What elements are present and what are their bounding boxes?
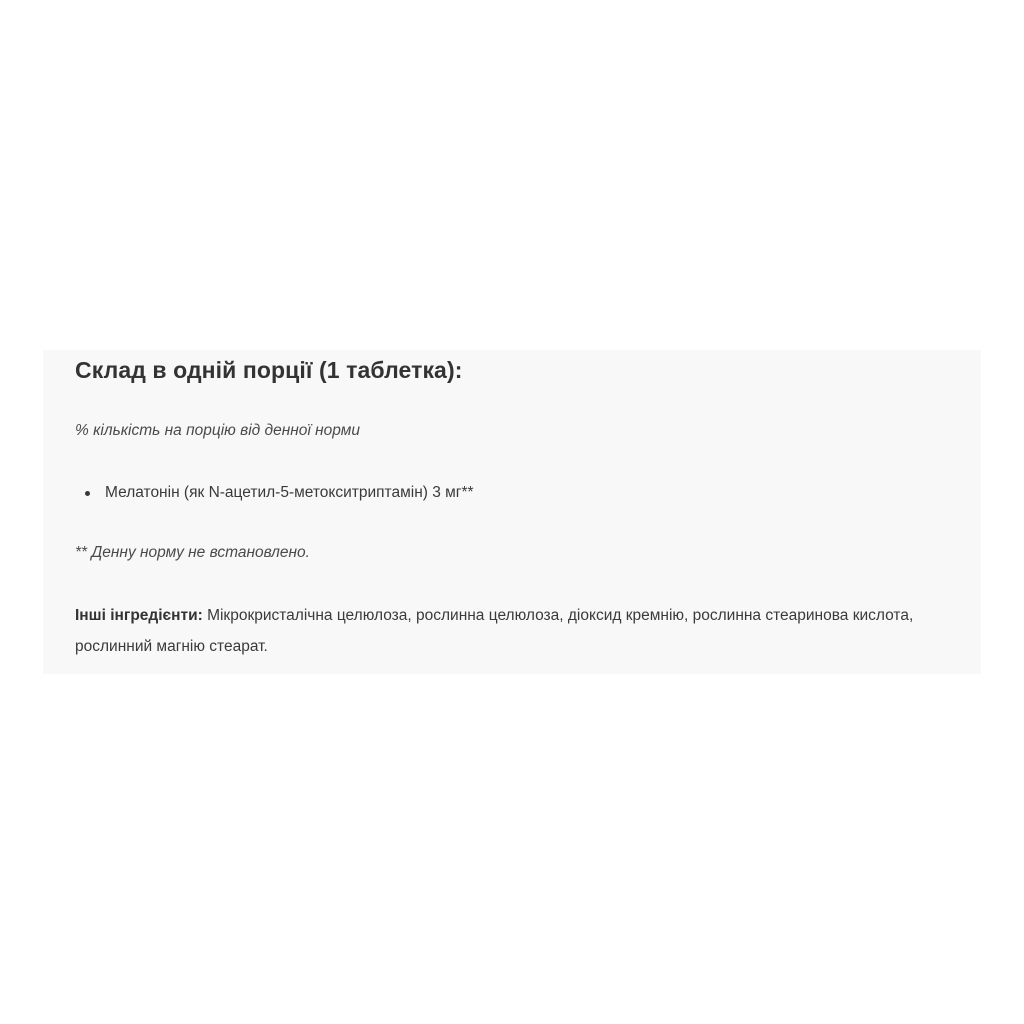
bullet-icon <box>85 491 90 496</box>
section-title: Склад в одній порції (1 таблетка): <box>75 357 463 383</box>
supplement-facts-panel <box>43 350 981 674</box>
other-ingredients-text: Мікрокристалічна целюлоза, рослинна целюлоза, діоксид кремнію, рослинна стеаринова кислота, рослинний магнію стеарат. <box>75 607 914 655</box>
footnote: ** Денну норму не встановлено. <box>75 544 310 561</box>
other-ingredients <box>75 600 955 662</box>
list-item <box>75 484 474 502</box>
ingredient-text: Мелатонін (як N-ацетил-5-метокситриптамін) 3 мг** <box>105 484 474 501</box>
ingredient-list <box>75 484 474 502</box>
other-ingredients-label: Інші інгредієнти: <box>75 607 203 624</box>
daily-value-note: % кількість на порцію від денної норми <box>75 422 360 439</box>
